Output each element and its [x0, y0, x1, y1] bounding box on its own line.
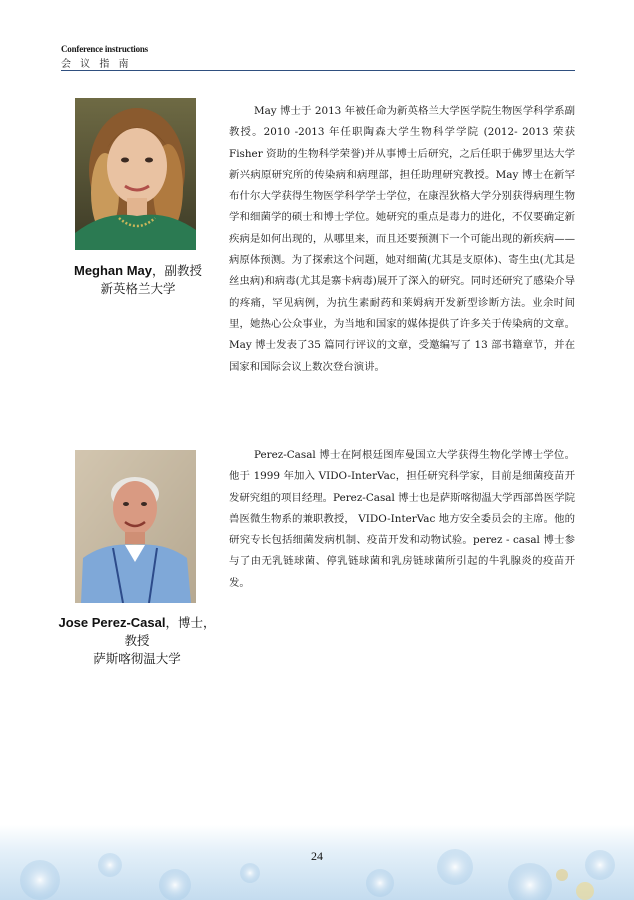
page-number: 24 — [311, 849, 323, 863]
header-title-en: Conference instructions — [61, 44, 148, 54]
speaker-affiliation: 萨斯喀彻温大学 — [93, 651, 181, 666]
speaker-photo-meghan-may — [75, 98, 196, 250]
speaker-name: Meghan May — [73, 263, 152, 278]
page-header — [61, 44, 575, 70]
speaker-title: ，博士， — [165, 615, 216, 630]
header-title-cn: 会 议 指 南 — [61, 59, 132, 70]
header-divider — [61, 70, 575, 71]
speaker-bio-meghan-may: May 博士于 2013 年被任命为新英格兰大学医学院生物医学科学系副教授。2010 -2013 年任职陶森大学生物科学学院 (2012- 2013 荣获Fisher 资助的生物科学荣誉)并从事博士后研究，之后任职于佛罗里达大学新兴病原研究所的传染病和病理部，担任助理研究教授。May 博士在新罕布什尔大学获得生物医学科学学士学位，在康涅狄格大学分别获得病理生物学和细菌学的硕士和博士学位。她研究的重点是毒力的进化，不仅要确定新疾病是如何出现的，从哪里来，而且还要预测下一个可能出现的新疾病——病原体预测。为了探索这个问题，她对细菌(尤其是支原体)、寄生虫(尤其是丝虫病)和病毒(尤其是寨卡病毒)展开了深入的研究。同时还研究了感染介导的疼痛，罕见病例，为抗生素耐药和莱姆病开发新型诊断方法。业余时间里，她热心公众事业，为当地和国家的媒体提供了许多关于传染病的文章。May 博士发表了35 篇同行评议的文章，受邀编写了 13 部书籍章节，并在国家和国际会议上数次登台演讲。 — [229, 105, 575, 373]
speaker-caption-meghan-may — [58, 262, 218, 298]
speaker-affiliation: 新英格兰大学 — [100, 281, 176, 296]
speaker-name: Jose Perez-Casal — [58, 615, 166, 630]
speaker-title: ，副教授 — [152, 263, 203, 278]
speaker-caption-jose-perez-casal — [52, 614, 222, 668]
speaker-bio-jose-perez-casal: Perez-Casal 博士在阿根廷图库曼国立大学获得生物化学博士学位。他于 1999 年加入 VIDO-InterVac，担任研究科学家，目前是细菌疫苗开发研究组的项目经理。Perez-Casal 博士也是萨斯喀彻温大学西部兽医学院兽医微生物系的兼职教授， VIDO-InterVac 地方安全委员会的主席。他的研究专长包括细菌发病机制、疫苗开发和动物试验。perez - casal 博士参与了由无乳链球菌、停乳链球菌和乳房链球菌所引起的牛乳腺炎的疫苗开发。 — [229, 449, 575, 589]
speaker-photo-jose-perez-casal — [75, 450, 196, 603]
speaker-title-line2: 教授 — [124, 633, 150, 648]
